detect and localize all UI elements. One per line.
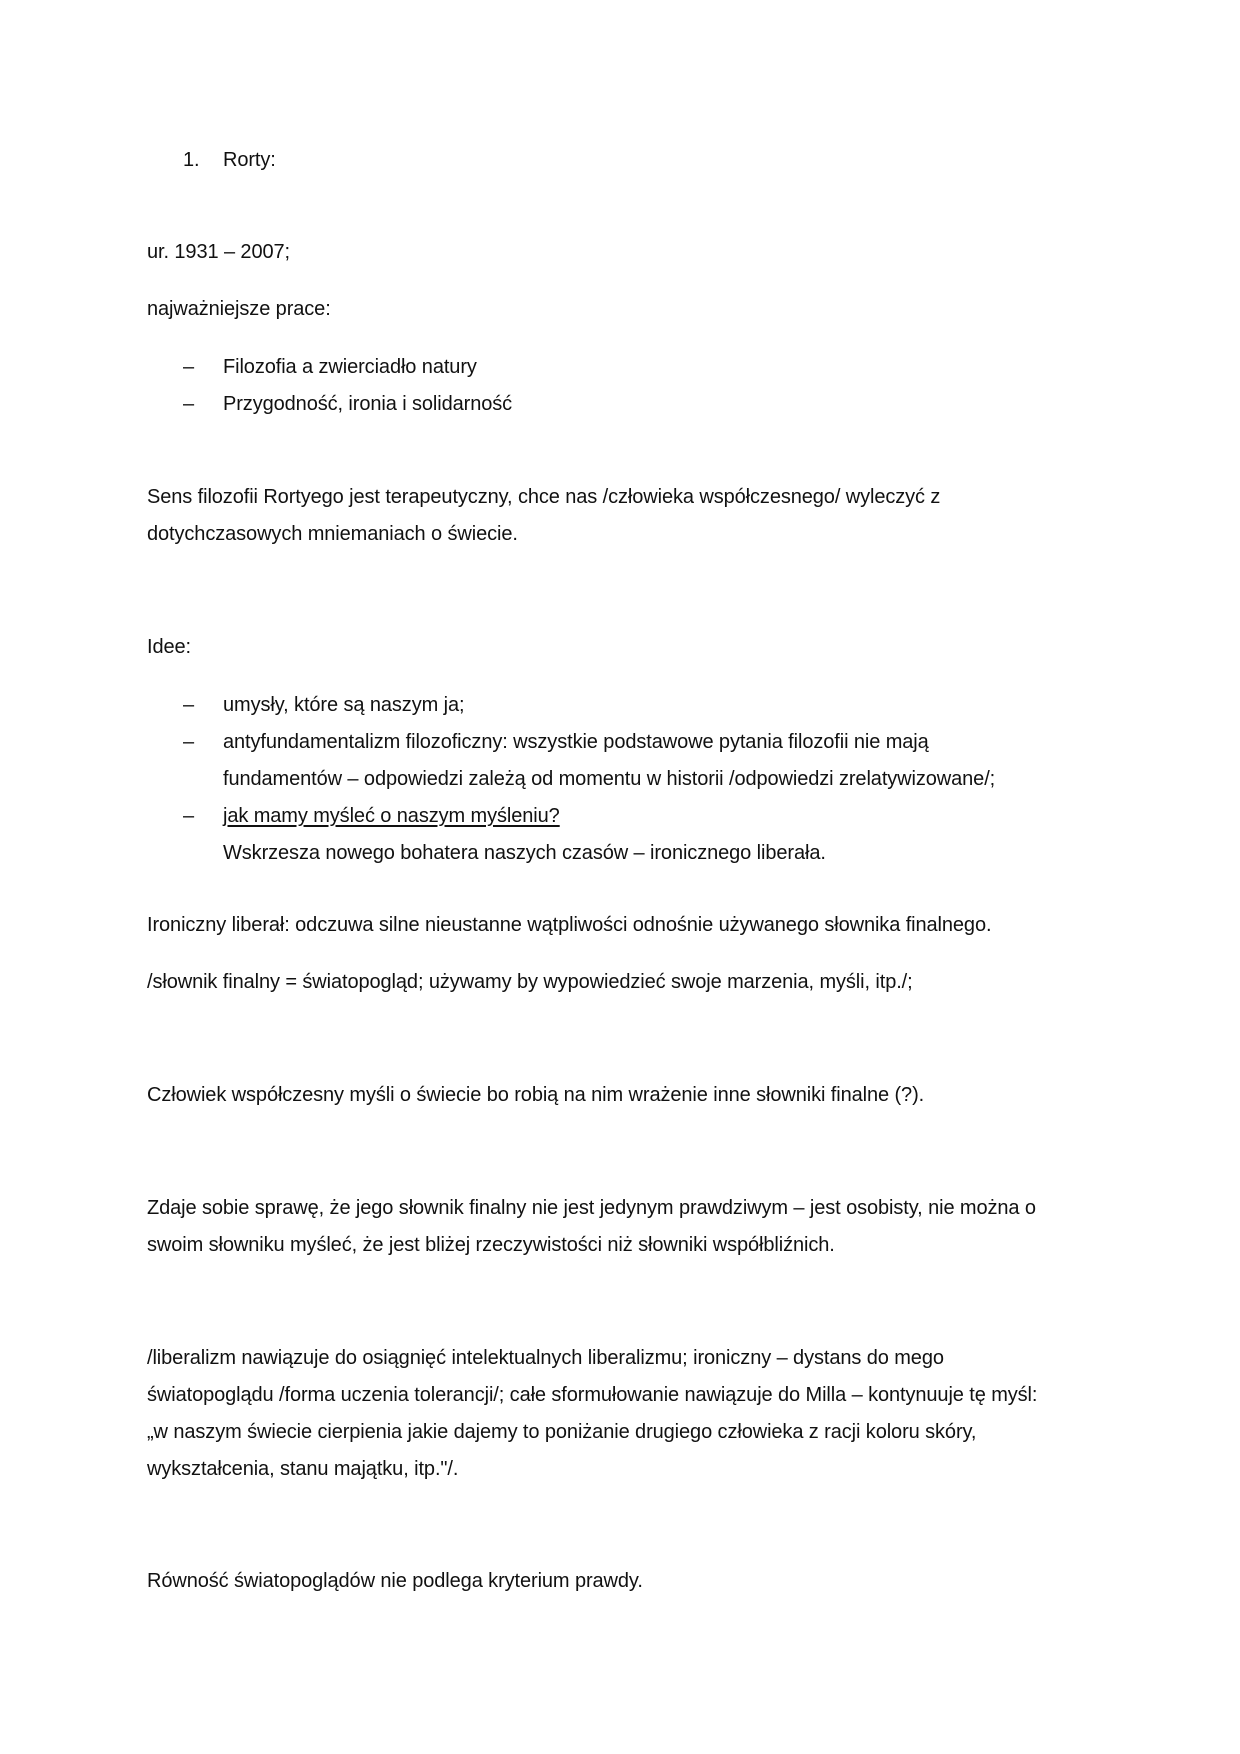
liberalism-line-3: „w naszym świecie cierpienia jakie dajemy to poniżanie drugiego człowieka z racji koloru skóry, xyxy=(147,1421,977,1443)
works-item-2: Przygodność, ironia i solidarność xyxy=(223,393,513,415)
sense-line-1: Sens filozofii Rortyego jest terapeutyczny, chce nas /człowieka współczesnego/ wyleczyć z xyxy=(147,486,941,508)
ideas-label: Idee: xyxy=(147,636,191,658)
heading-number: 1. xyxy=(183,149,200,171)
ideas-dash-1: – xyxy=(183,694,195,716)
ideas-item-2-line-2: fundamentów – odpowiedzi zależą od momentu w historii /odpowiedzi zrelatywizowane/; xyxy=(223,768,996,790)
equality-line: Równość światopoglądów nie podlega kryterium prawdy. xyxy=(147,1570,643,1592)
birth-line: ur. 1931 – 2007; xyxy=(147,241,290,263)
works-dash-2: – xyxy=(183,393,195,415)
ideas-item-2-line-1: antyfundamentalizm filozoficzny: wszystkie podstawowe pytania filozofii nie mają xyxy=(223,731,929,753)
final-vocab-line: /słownik finalny = światopogląd; używamy by wypowiedzieć swoje marzenia, myśli, itp./; xyxy=(147,971,913,993)
ironic-liberal-line: Ironiczny liberał: odczuwa silne nieustanne wątpliwości odnośnie używanego słownika finalnego. xyxy=(147,914,992,936)
works-label: najważniejsze prace: xyxy=(147,298,331,320)
liberalism-line-2: światopoglądu /forma uczenia tolerancji/; całe sformułowanie nawiązuje do Milla – kontynuuje tę myśl: xyxy=(147,1384,1038,1406)
ideas-dash-3: – xyxy=(183,805,195,827)
modern-man-line: Człowiek współczesny myśli o świecie bo robią na nim wrażenie inne słowniki finalne (?). xyxy=(147,1084,925,1106)
aware-line-1: Zdaje sobie sprawę, że jego słownik finalny nie jest jedynym prawdziwym – jest osobisty, nie można o xyxy=(147,1197,1036,1219)
aware-line-2: swoim słowniku myśleć, że jest bliżej rzeczywistości niż słowniki współbliźnich. xyxy=(147,1234,835,1256)
ideas-item-3-question: jak mamy myśleć o naszym myśleniu? xyxy=(223,805,560,827)
liberalism-line-4: wykształcenia, stanu majątku, itp."/. xyxy=(147,1458,459,1480)
liberalism-line-1: /liberalizm nawiązuje do osiągnięć intelektualnych liberalizmu; ironiczny – dystans do mego xyxy=(147,1347,944,1369)
ideas-item-3-line-2: Wskrzesza nowego bohatera naszych czasów – ironicznego liberała. xyxy=(223,842,826,864)
heading-title: Rorty: xyxy=(223,149,276,171)
works-item-1: Filozofia a zwierciadło natury xyxy=(223,356,477,378)
works-dash-1: – xyxy=(183,356,195,378)
ideas-item-1: umysły, które są naszym ja; xyxy=(223,694,465,716)
ideas-dash-2: – xyxy=(183,731,195,753)
sense-line-2: dotychczasowych mniemaniach o świecie. xyxy=(147,523,518,545)
